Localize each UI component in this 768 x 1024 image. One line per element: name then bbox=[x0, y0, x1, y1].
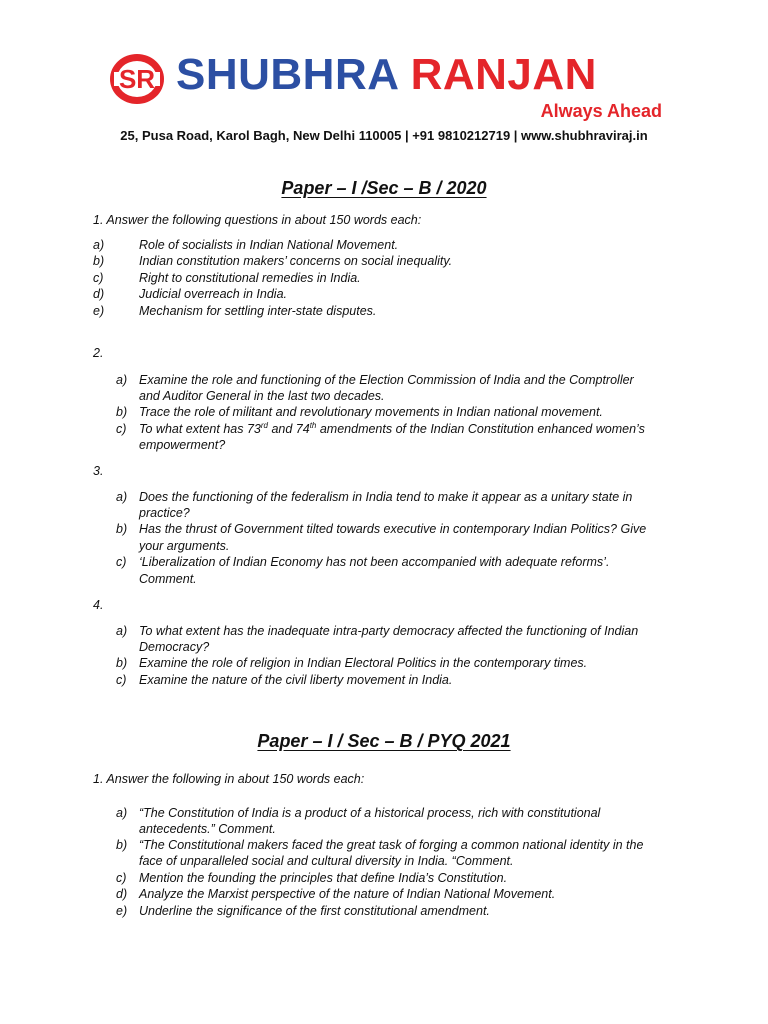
q2021-e-label: e) bbox=[116, 904, 128, 918]
q2-a-line2: and Auditor General in the last two decades. bbox=[139, 389, 385, 403]
q4-c-label: c) bbox=[116, 673, 127, 687]
q2-a-line1: Examine the role and functioning of the Election Commission of India and the Comptroller bbox=[139, 373, 634, 387]
q1-item-c-label: c) bbox=[93, 271, 104, 285]
q2021-c-line1: Mention the founding the principles that define India’s Constitution. bbox=[139, 871, 508, 885]
svg-text:SR: SR bbox=[118, 64, 156, 94]
paper-2020-title: Paper – I /Sec – B / 2020 bbox=[281, 178, 487, 198]
q2021-d-line1: Analyze the Marxist perspective of the nature of Indian National Movement. bbox=[139, 887, 556, 901]
q3-number: 3. bbox=[93, 464, 104, 478]
q4-b-label: b) bbox=[116, 656, 128, 670]
q2021-b-line2: face of unparalleled social and cultural diversity in India. “Comment. bbox=[139, 854, 514, 868]
q2021-b-line1: “The Constitutional makers faced the great task of forging a common national identity in the bbox=[139, 838, 644, 852]
q1-item-d-label: d) bbox=[93, 287, 105, 301]
q3-a-label: a) bbox=[116, 490, 128, 504]
q1-item-e-label: e) bbox=[93, 304, 105, 318]
brand-word-ranjan: RANJAN bbox=[410, 50, 597, 99]
tagline: Always Ahead bbox=[540, 101, 662, 121]
q3-c-line2: Comment. bbox=[139, 572, 197, 586]
q4-a-label: a) bbox=[116, 624, 128, 638]
q2-c-line1: To what extent has 73rd and 74th amendments of the Indian Constitution enhanced women’s bbox=[139, 420, 645, 436]
q3-b-label: b) bbox=[116, 522, 128, 536]
q2021-a-line1: “The Constitution of India is a product of a historical process, rich with constitutional bbox=[139, 806, 601, 820]
q3-b-line1: Has the thrust of Government tilted towards executive in contemporary Indian Politics? Give bbox=[139, 522, 647, 536]
q1-item-c-text: Right to constitutional remedies in India. bbox=[139, 271, 361, 285]
q2-a-label: a) bbox=[116, 373, 128, 387]
q2021-d-label: d) bbox=[116, 887, 128, 901]
q4-b-line1: Examine the role of religion in Indian Electoral Politics in the contemporary times. bbox=[139, 656, 588, 670]
q3-a-line1: Does the functioning of the federalism in India tend to make it appear as a unitary state in bbox=[139, 490, 633, 504]
q2-b-label: b) bbox=[116, 405, 128, 419]
paper-2021-title: Paper – I / Sec – B / PYQ 2021 bbox=[257, 731, 511, 751]
q4-a-line1: To what extent has the inadequate intra-party democracy affected the functioning of Indian bbox=[139, 624, 639, 638]
q3-b-line2: your arguments. bbox=[139, 539, 230, 553]
q1-item-b-label: b) bbox=[93, 254, 105, 268]
q2021-a-label: a) bbox=[116, 806, 128, 820]
q2-c-line2: empowerment? bbox=[139, 438, 226, 452]
q2021-b-label: b) bbox=[116, 838, 128, 852]
q1-item-a-label: a) bbox=[93, 238, 105, 252]
q3-c-label: c) bbox=[116, 555, 127, 569]
q2-number: 2. bbox=[93, 346, 104, 360]
q1-item-b-text: Indian constitution makers’ concerns on social inequality. bbox=[139, 254, 453, 268]
q2021-a-line2: antecedents.” Comment. bbox=[139, 822, 276, 836]
q2021-c-label: c) bbox=[116, 871, 127, 885]
q4-number: 4. bbox=[93, 598, 104, 612]
brand-word-shubhra: SHUBHRA bbox=[176, 50, 398, 99]
q2021-e-line1: Underline the significance of the first constitutional amendment. bbox=[139, 904, 490, 918]
address-line: 25, Pusa Road, Karol Bagh, New Delhi 110005 | +91 9810212719 | www.shubhraviraj.in bbox=[120, 128, 648, 143]
q2-b-line1: Trace the role of militant and revolutionary movements in Indian national movement. bbox=[139, 405, 603, 419]
q4-c-line1: Examine the nature of the civil liberty movement in India. bbox=[139, 673, 453, 687]
q4-a-line2: Democracy? bbox=[139, 640, 210, 654]
q1-item-d-text: Judicial overreach in India. bbox=[139, 287, 287, 301]
q1-item-a-text: Role of socialists in Indian National Movement. bbox=[139, 238, 399, 252]
q3-c-line1: ‘Liberalization of Indian Economy has not been accompanied with adequate reforms’. bbox=[139, 555, 610, 569]
q2-c-label: c) bbox=[116, 422, 127, 436]
q1-item-e-text: Mechanism for settling inter-state disputes. bbox=[139, 304, 377, 318]
q2021-intro: 1. Answer the following in about 150 words each: bbox=[93, 772, 365, 786]
q3-a-line2: practice? bbox=[139, 506, 190, 520]
q1-intro: 1. Answer the following questions in about 150 words each: bbox=[93, 213, 422, 227]
